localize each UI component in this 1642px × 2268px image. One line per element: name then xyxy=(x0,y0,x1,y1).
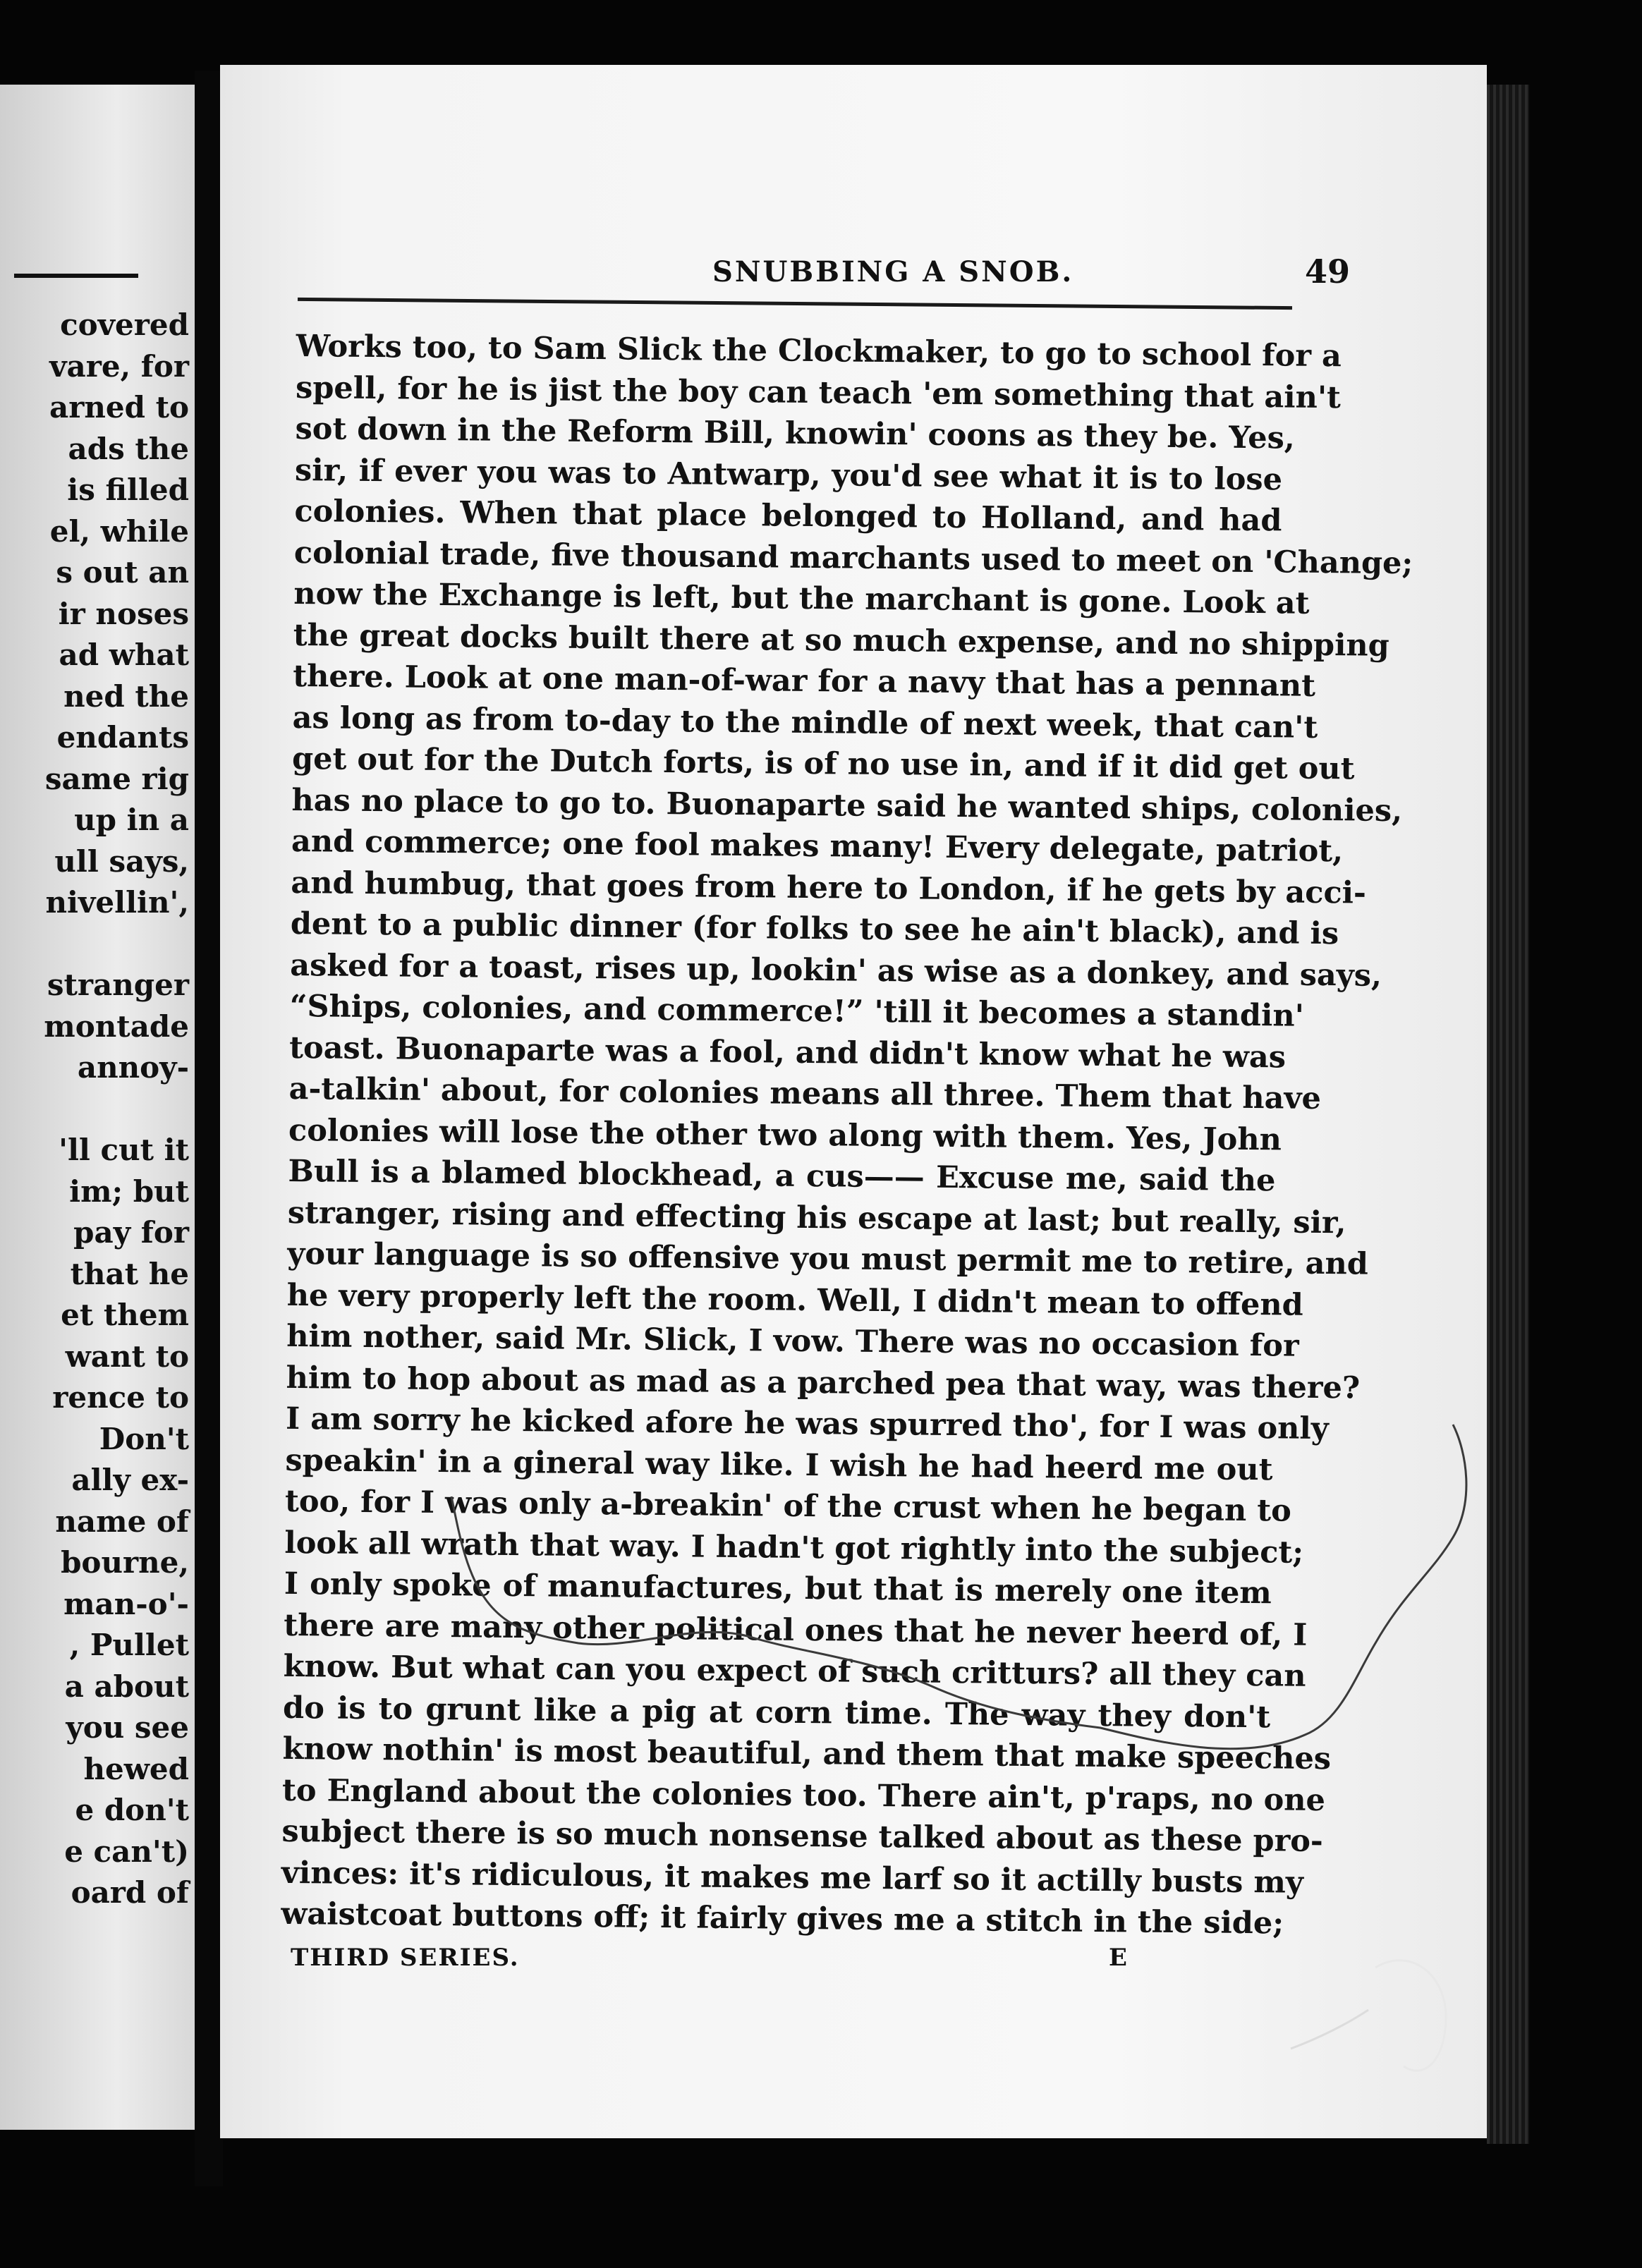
left-page-line: oard of xyxy=(71,1875,189,1910)
text-line: there. Look at one man-of-war for a navy that has a pennant xyxy=(292,658,1316,704)
running-head: SNUBBING A SNOB. xyxy=(712,255,1074,288)
text-line: Works too, to Sam Slick the Clockmaker, to go to school for a xyxy=(296,328,1342,374)
page-header xyxy=(289,252,1487,298)
body-text xyxy=(281,326,1413,1944)
text-line: to England about the colonies too. There ain't, p'raps, no one xyxy=(281,1772,1326,1818)
left-page-line xyxy=(6,1089,189,1130)
left-page-line: el, while xyxy=(49,513,189,549)
left-page-line: endants xyxy=(56,720,189,755)
text-line: him to hop about as mad as a parched pea that way, was there? xyxy=(286,1360,1361,1406)
left-page-line: ull says, xyxy=(54,843,189,879)
left-page-line: vare, for xyxy=(49,348,189,384)
text-line: colonial trade, five thousand marchants used to meet on 'Change; xyxy=(293,535,1413,581)
left-page-line: ned the xyxy=(63,678,189,714)
text-line: Bull is a blamed blockhead, a cus—— Excuse me, said the xyxy=(288,1153,1276,1199)
left-page-text xyxy=(6,305,189,1914)
page-footer xyxy=(291,1944,1208,1979)
text-line: get out for the Dutch forts, is of no use in, and if it did get out xyxy=(291,740,1355,787)
text-line: subject there is so much nonsense talked about as these pro- xyxy=(281,1813,1324,1860)
left-page-line: a about xyxy=(64,1669,189,1704)
header-rule xyxy=(298,298,1292,310)
text-line: sir, if ever you was to Antwarp, you'd see what it is to lose xyxy=(294,452,1283,497)
text-line: vinces: it's ridiculous, it makes me larf so it actilly busts my xyxy=(281,1855,1304,1901)
text-line: I am sorry he kicked afore he was spurred tho', for I was only xyxy=(285,1401,1329,1447)
left-page-line: 'll cut it xyxy=(59,1133,189,1167)
left-page-line: stranger xyxy=(47,968,189,1002)
text-line: as long as from to-day to the mindle of next week, that can't xyxy=(292,700,1318,745)
text-line: know. But what can you expect of such critturs? all they can xyxy=(283,1648,1306,1694)
left-page-line: ir noses xyxy=(58,596,189,631)
text-line: stranger, rising and effecting his escape at last; but really, sir, xyxy=(287,1195,1346,1240)
left-page-line: , Pullet xyxy=(69,1628,189,1662)
left-page-line xyxy=(6,924,189,965)
text-line: toast. Buonaparte was a fool, and didn't know what he was xyxy=(288,1030,1287,1075)
left-page-line: name of xyxy=(55,1504,189,1539)
text-line: sot down in the Reform Bill, knowin' coons as they be. Yes, xyxy=(295,410,1296,456)
left-page-line: hewed xyxy=(83,1751,189,1786)
left-page-line: et them xyxy=(61,1298,189,1332)
text-line: now the Exchange is left, but the marchant is gone. Look at xyxy=(293,575,1310,621)
text-line: “Ships, colonies, and commerce!” 'till it becomes a standin' xyxy=(289,988,1305,1034)
left-page-line: pay for xyxy=(73,1215,189,1250)
text-line: waistcoat buttons off; it fairly gives me a stitch in the side; xyxy=(281,1896,1284,1941)
left-page-rule xyxy=(14,274,138,278)
left-page-line: im; but xyxy=(69,1173,189,1209)
text-line: and commerce; one fool makes many! Every delegate, patriot, xyxy=(291,823,1344,870)
left-page-line: annoy- xyxy=(77,1050,189,1085)
left-page-line: you see xyxy=(66,1710,189,1745)
text-line: look all wrath that way. I hadn't got rightly into the subject; xyxy=(284,1525,1304,1571)
page-edges xyxy=(1487,85,1529,2144)
left-page-line: man-o'- xyxy=(63,1586,189,1621)
left-page-line: that he xyxy=(70,1256,189,1291)
page-number: 49 xyxy=(1305,252,1351,291)
text-line: he very properly left the room. Well, I didn't mean to offend xyxy=(286,1277,1303,1323)
left-page-line: Don't xyxy=(99,1421,189,1456)
text-line: I only spoke of manufactures, but that is merely one item xyxy=(284,1566,1272,1611)
text-line: know nothin' is most beautiful, and them that make speeches xyxy=(282,1731,1332,1777)
left-page-line: want to xyxy=(65,1339,189,1374)
left-page-line: e can't) xyxy=(64,1834,189,1869)
signature-mark: E xyxy=(1109,1944,1127,1972)
left-page-line: s out an xyxy=(56,555,189,590)
left-page-line: is filled xyxy=(67,472,189,507)
left-page-line: bourne, xyxy=(61,1545,189,1580)
text-line: him nother, said Mr. Slick, I vow. There was no occasion for xyxy=(286,1318,1299,1364)
text-line: do is to grunt like a pig at corn time. The way they don't xyxy=(282,1690,1271,1735)
text-line: the great docks built there at so much expense, and no shipping xyxy=(293,617,1389,664)
text-line: too, for I was only a-breakin' of the crust when he began to xyxy=(284,1483,1292,1529)
left-page-line: arned to xyxy=(49,390,189,425)
left-page-line: nivellin', xyxy=(45,885,189,920)
text-line: colonies. When that place belonged to Holland, and had xyxy=(294,493,1282,539)
left-page-line: ad what xyxy=(59,638,189,672)
book-gutter xyxy=(195,71,223,2186)
signature-line: THIRD SERIES. xyxy=(291,1944,520,1972)
main-page xyxy=(220,65,1487,2138)
text-line: your language is so offensive you must permit me to retire, and xyxy=(287,1236,1369,1282)
text-line: and humbug, that goes from here to London, if he gets by acci- xyxy=(291,865,1367,911)
text-line: spell, for he is jist the boy can teach 'em something that ain't xyxy=(295,370,1342,415)
text-line: a-talkin' about, for colonies means all three. Them that have xyxy=(288,1071,1322,1116)
left-page-line: ads the xyxy=(68,431,189,466)
left-page-line: e don't xyxy=(75,1793,189,1827)
text-line: colonies will lose the other two along with them. Yes, John xyxy=(288,1112,1282,1157)
text-line: asked for a toast, rises up, lookin' as wise as a donkey, and says, xyxy=(290,947,1382,994)
text-line: there are many other political ones that he never heerd of, I xyxy=(284,1607,1308,1653)
text-line: has no place to go to. Buonaparte said he wanted ships, colonies, xyxy=(291,782,1403,829)
left-page-line: rence to xyxy=(52,1380,189,1415)
left-page-line: covered xyxy=(60,307,189,342)
left-page-line: montade xyxy=(44,1008,189,1044)
left-page-line: same rig xyxy=(44,761,189,796)
left-facing-page xyxy=(0,85,195,2130)
left-page-line: ally ex- xyxy=(71,1463,189,1497)
left-page-line: up in a xyxy=(74,803,189,837)
text-line: speakin' in a gineral way like. I wish he had heerd me out xyxy=(285,1442,1273,1487)
text-line: dent to a public dinner (for folks to see he ain't black), and is xyxy=(290,906,1339,952)
